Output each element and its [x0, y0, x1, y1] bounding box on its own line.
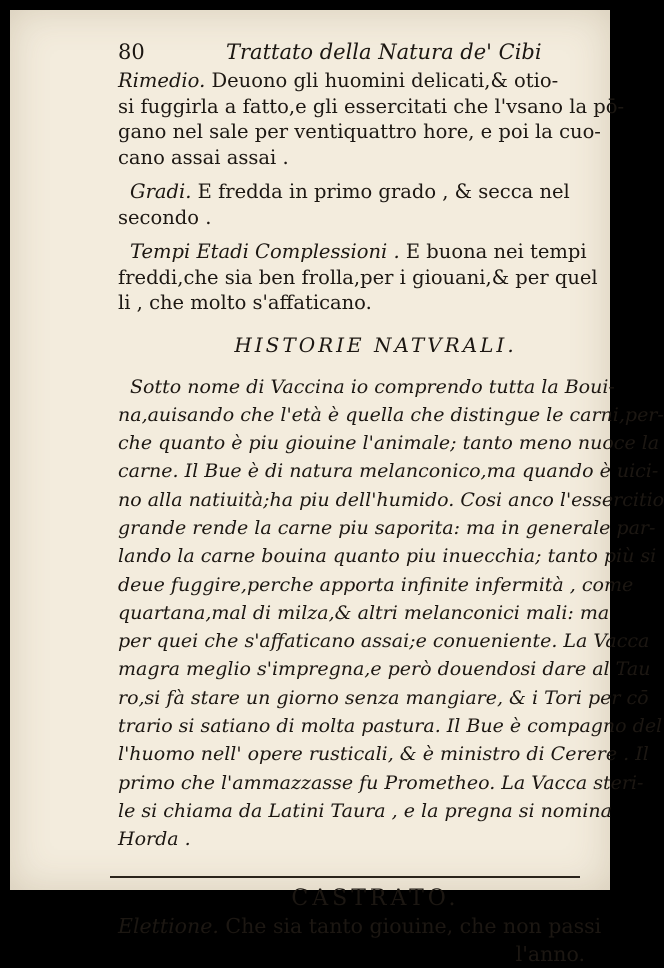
gradi-line-1: E fredda in primo grado , & secca nel: [197, 180, 570, 203]
castrato-paragraph: [118, 912, 602, 968]
page-header: [118, 34, 593, 68]
historie-heading: HISTORIE NATVRALI.: [234, 332, 517, 357]
historie-line: per quei che s'affaticano assai;e conueniente. La Vacca: [118, 630, 650, 653]
rimedio-line-1: Deuono gli huomini delicati,& otio-: [211, 69, 559, 92]
tempi-line-1: E buona nei tempi: [405, 240, 587, 263]
tempi-line-3: li , che molto s'affaticano.: [118, 291, 372, 314]
historie-line: no alla natiuità;ha piu dell'humido. Cosi anco l'essercitio: [118, 488, 664, 511]
historie-line: ro,si fà stare un giorno senza mangiare, & i Tori per cō: [118, 686, 649, 709]
historie-line: na,auisando che l'età è quella che distingue le carni,per-: [118, 403, 664, 426]
rimedio-line-3: gano nel sale per ventiquattro hore, e poi la cuo-: [118, 120, 601, 143]
historie-line: magra meglio s'impregna,e però douendosi dare al Tau: [118, 658, 651, 681]
text-block: [118, 34, 664, 968]
page-frame: [10, 10, 664, 966]
historie-line: Sotto nome di Vaccina io comprendo tutta la Boui-: [130, 375, 615, 398]
running-title: Trattato della Natura de' Cibi: [226, 40, 542, 64]
historie-line: Horda .: [118, 828, 191, 851]
castrato-line-1: Che sia tanto giouine, che non passi: [225, 913, 602, 938]
castrato-line-2: l'anno.: [515, 941, 585, 966]
historie-line: grande rende la carne piu saporita: ma in generale par-: [118, 516, 656, 539]
historie-paragraph: [118, 373, 664, 854]
castrato-heading: CASTRATO.: [291, 885, 460, 911]
tempi-paragraph: [118, 239, 598, 316]
historie-line: che quanto è piu giouine l'animale; tanto meno nuoce la: [118, 432, 660, 455]
rimedio-paragraph: [118, 68, 625, 170]
elettione-label: Elettione.: [118, 913, 219, 938]
historie-line: deue fuggire,perche apporta infinite infermità , come: [118, 573, 634, 596]
rimedio-label: Rimedio.: [118, 69, 206, 92]
historie-line: primo che l'ammazzasse fu Prometheo. La Vacca steri-: [118, 771, 644, 794]
historie-line: quartana,mal di milza,& altri melanconici mali: ma: [118, 601, 610, 624]
tempi-line-2: freddi,che sia ben frolla,per i giouani,& per quel: [118, 265, 598, 289]
gradi-line-2: secondo .: [118, 205, 212, 229]
page-number: 80: [118, 40, 145, 64]
gradi-paragraph: [118, 179, 593, 230]
section-divider: [110, 876, 580, 878]
rimedio-line-2: si fuggirla a fatto,e gli essercitati che l'vsano la pō-: [118, 94, 625, 118]
historie-line: carne. Il Bue è di natura melanconico,ma quando è uici-: [118, 460, 659, 483]
gradi-label: Gradi.: [130, 180, 192, 203]
tempi-label: Tempi Etadi Complessioni .: [130, 240, 400, 263]
historie-line: le si chiama da Latini Taura , e la pregna si nomina: [118, 799, 612, 822]
historie-line: lando la carne bouina quanto piu inuecchia; tanto più si: [118, 545, 657, 568]
historie-line: l'huomo nell' opere rusticali, & è ministro di Cerere . Il: [118, 743, 649, 766]
historie-line: trario si satiano di molta pastura. Il Bue è compagno del: [118, 715, 663, 738]
rimedio-line-4: cano assai assai .: [118, 145, 289, 169]
